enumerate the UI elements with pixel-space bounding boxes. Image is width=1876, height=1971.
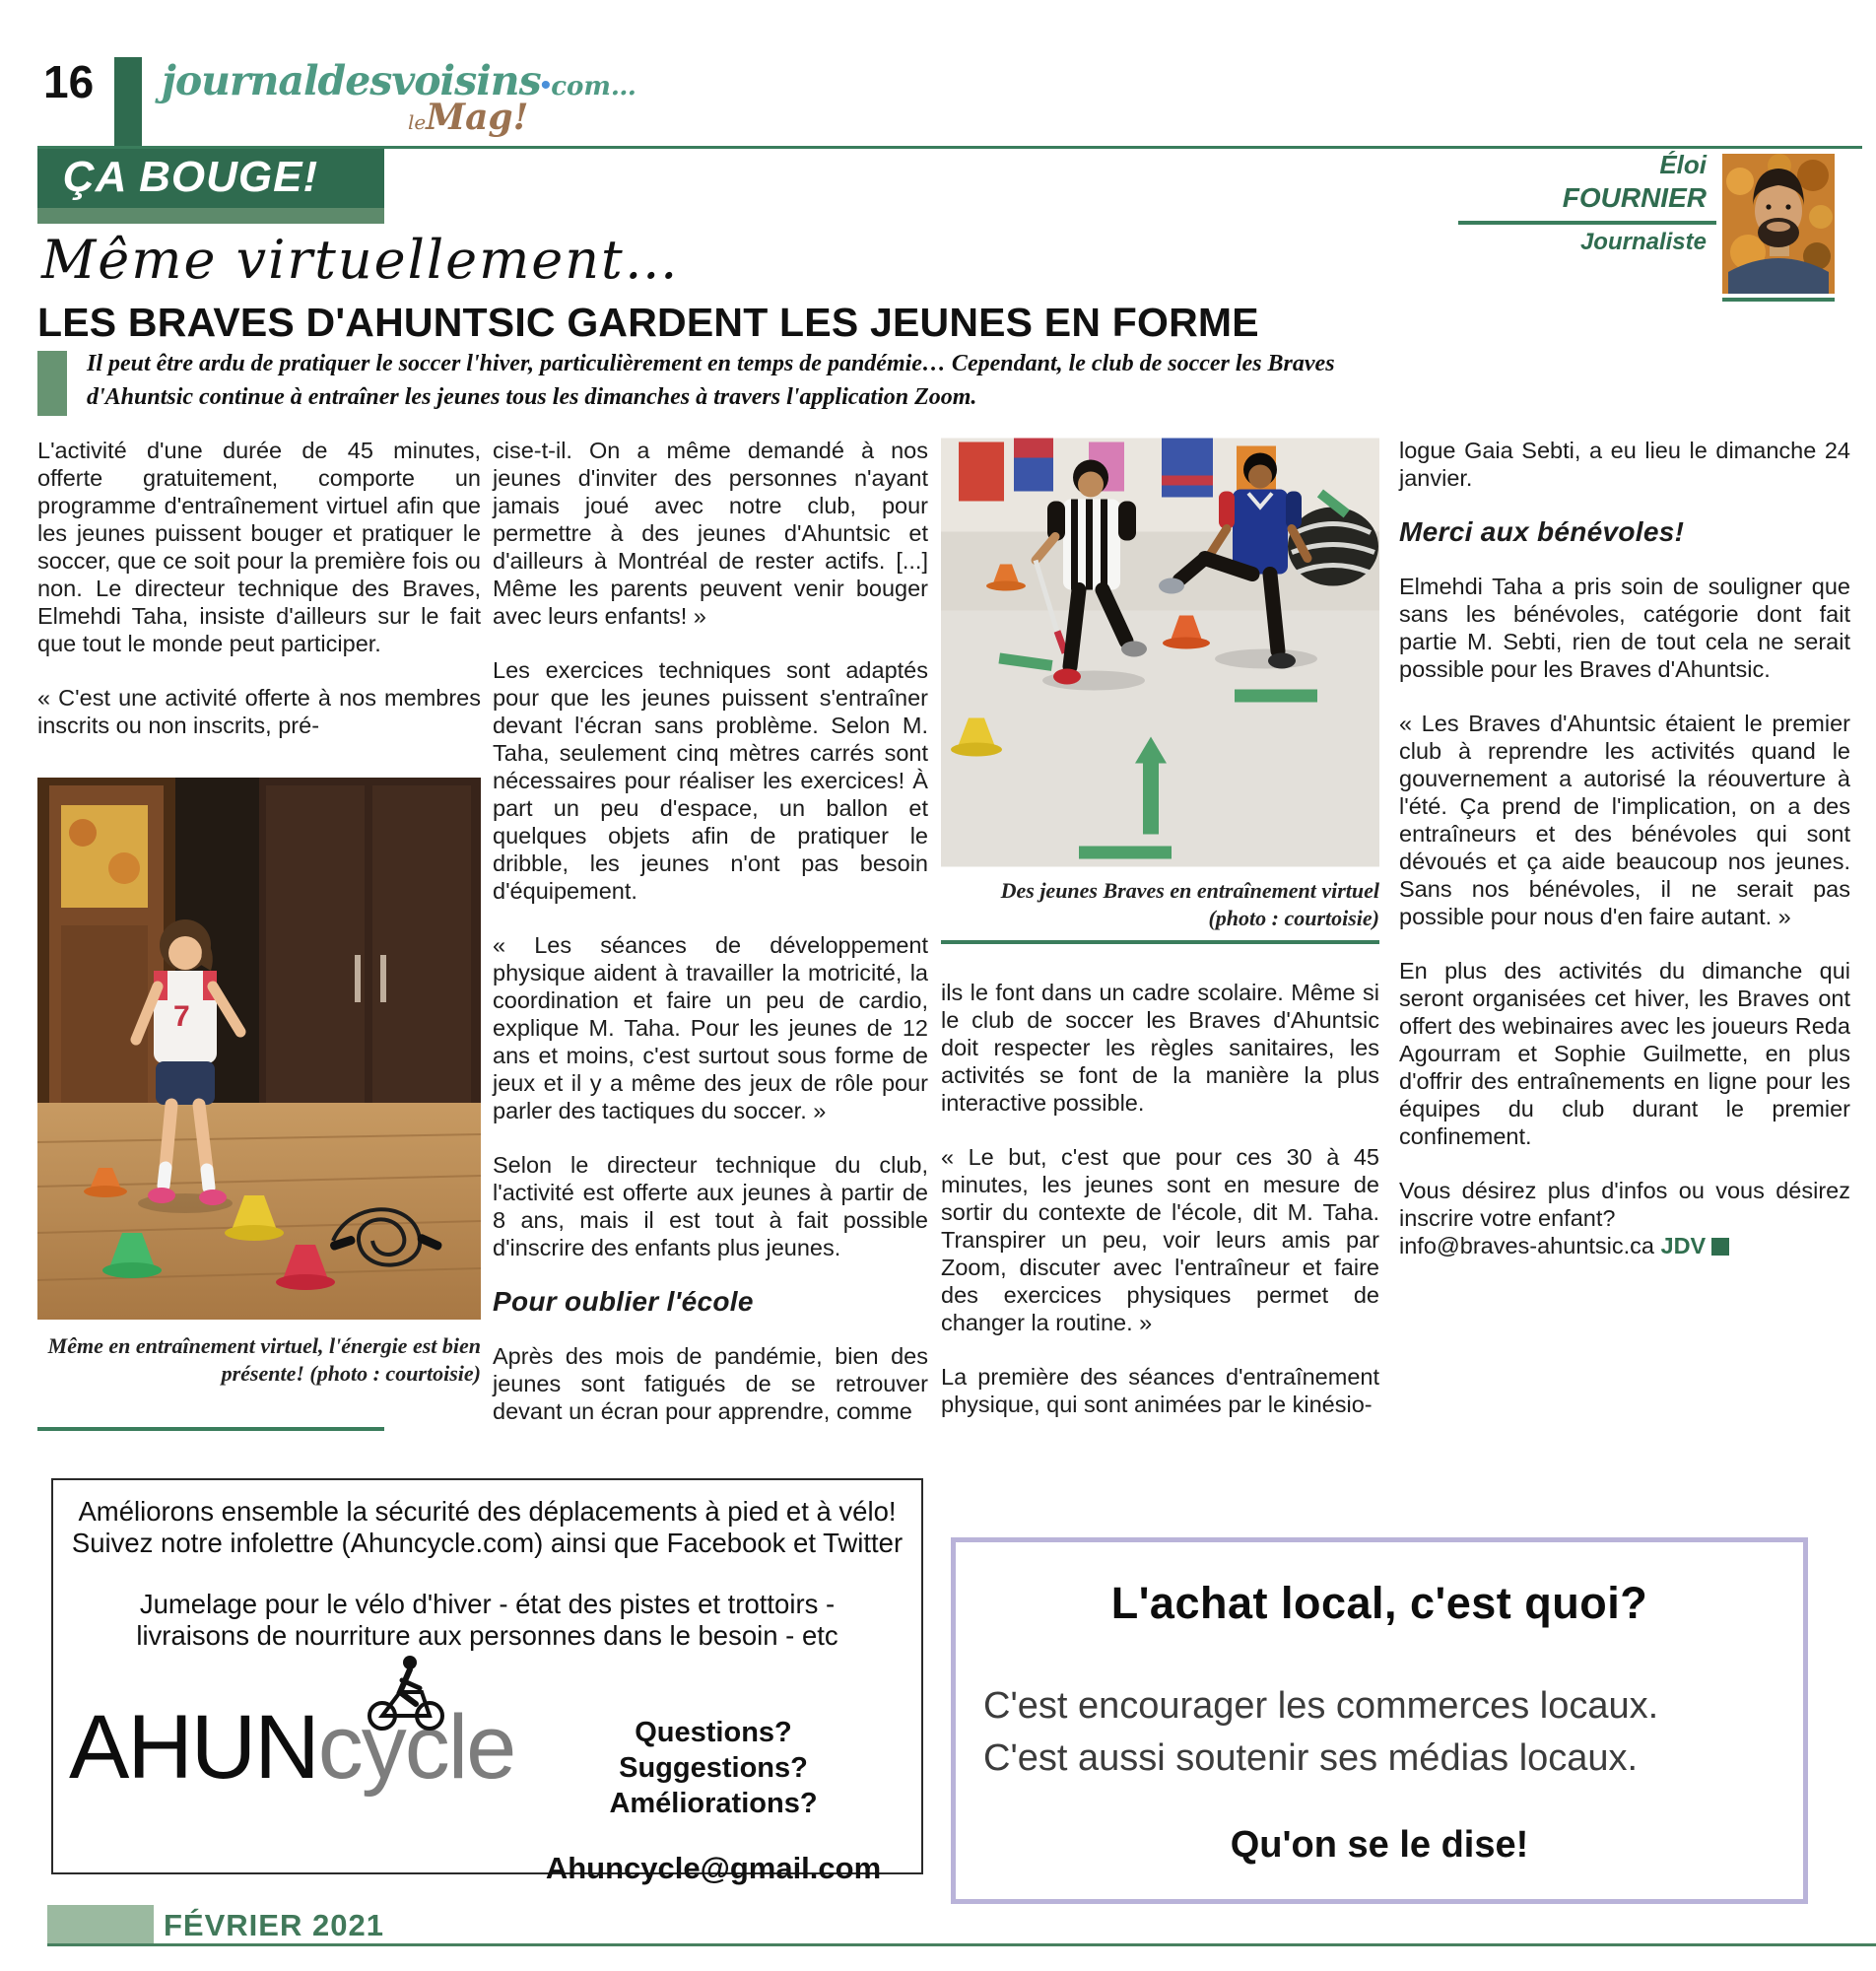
subhead-pour-oublier-ecole: Pour oublier l'école — [493, 1286, 754, 1317]
jdv-end-tag: JDV — [1660, 1233, 1707, 1258]
contact-question: Vous désirez plus d'infos ou vous désirez inscrire votre enfant? — [1399, 1178, 1850, 1231]
footer-rule — [47, 1943, 1876, 1946]
ad-ahuncycle-line3: Jumelage pour le vélo d'hiver - état des pistes et trottoirs - — [139, 1589, 836, 1619]
braves-email-link[interactable]: info@braves-ahuntsic.ca — [1399, 1233, 1654, 1258]
page-number: 16 — [43, 56, 95, 107]
ahuncycle-questions-line1: Questions? Suggestions? — [619, 1717, 808, 1784]
kicker: Même virtuellement… — [41, 229, 680, 291]
ahuncycle-email-link[interactable]: Ahuncycle@gmail.com — [545, 1851, 882, 1885]
section-banner: ÇA BOUGE! — [37, 149, 384, 208]
paragraph: La première des séances d'entraînement physique, qui sont animées par le kinésio- — [941, 1364, 1379, 1417]
paragraph: logue Gaia Sebti, a eu lieu le dimanche 24 janvier. — [1399, 438, 1850, 491]
ahuncycle-contact — [541, 1715, 886, 1886]
article-column-4 — [1399, 437, 1850, 1286]
paragraph-contact — [1399, 1177, 1850, 1259]
ad-achat-body-line2: C'est aussi soutenir ses médias locaux. — [983, 1737, 1639, 1779]
author-divider-rule — [1458, 221, 1716, 225]
jdv-end-square-icon — [1711, 1238, 1729, 1256]
logo-le: le — [408, 110, 427, 134]
logo-journaldesvoisins: journaldesvoisins — [162, 57, 541, 104]
paragraph: « Le but, c'est que pour ces 30 à 45 minutes, les jeunes sont en mesure de sortir du contexte de l'école, dit M. Taha. Transpirer un peu, voir leurs amis par Zoom, discuter avec l'entraîneur et faire des exercices physiques permet de changer la routine. » — [941, 1144, 1379, 1335]
ahuncycle-questions-line2: Améliorations? — [609, 1788, 818, 1819]
caption2-rule — [941, 940, 1379, 944]
masthead-logo — [162, 57, 674, 138]
page-number-accent-block — [114, 57, 142, 146]
caption1-rule — [37, 1427, 384, 1431]
photo2-caption-line2: (photo : courtoisie) — [1208, 906, 1379, 930]
author-name — [1409, 150, 1707, 214]
ad-achat-local — [951, 1537, 1808, 1904]
logo-mag: Mag! — [426, 97, 529, 138]
portrait-underline-rule — [1722, 298, 1835, 302]
ad-achat-body — [983, 1680, 1803, 1785]
photo-girl-virtual-training — [37, 777, 481, 1321]
cyclist-icon — [365, 1655, 449, 1736]
ad-achat-title: L'achat local, c'est quoi? — [1110, 1578, 1648, 1628]
author-portrait-photo — [1722, 154, 1835, 294]
article-column-3 — [941, 979, 1379, 1445]
ahuncycle-logo-ahun: AHUN — [69, 1697, 318, 1798]
subhead-merci-aux-benevoles: Merci aux bénévoles! — [1399, 516, 1685, 547]
ahuncycle-logo — [69, 1697, 601, 1798]
photo2-caption — [941, 877, 1379, 932]
ad-achat-closing: Qu'on se le dise! — [1230, 1824, 1529, 1866]
ad-ahuncycle-line2: Suivez notre infolettre (Ahuncycle.com) ainsi que Facebook et Twitter — [71, 1528, 904, 1558]
author-first-name: Éloi — [1659, 150, 1707, 179]
ahuncycle-logo-cycle: cycle — [317, 1697, 515, 1798]
logo-dot-icon: • — [540, 69, 552, 102]
photo1-caption: Même en entraînement virtuel, l'énergie est bien présente! (photo : courtoisie) — [47, 1333, 481, 1386]
ad-ahuncycle — [51, 1478, 923, 1885]
paragraph: En plus des activités du dimanche qui seront organisées cet hiver, les Braves ont offert des webinaires avec les joueurs Reda Agourram et Sophie Guilmette, en plus d'offrir des entraînements en ligne pour les équipes du club durant le premier confinement. — [1399, 958, 1850, 1149]
section-banner-strip — [37, 208, 384, 224]
logo-com: com… — [551, 72, 636, 102]
paragraph: « C'est une activité offerte à nos membres inscrits ou non inscrits, pré- — [37, 685, 481, 738]
paragraph: « Les Braves d'Ahuntsic étaient le premier club à reprendre les activités quand le gouvernement a autorisé la réouverture à l'été. Ça prend de l'implication, on a des entraîneurs et des bénévoles qui sont dévoués et ça aide beaucoup nos jeunes. Sans nos bénévoles, il ne serait pas possible pour nous d'en faire autant. » — [1399, 711, 1850, 929]
paragraph: Selon le directeur technique du club, l'activité est offerte aux jeunes à partir de 8 ans, mais il est tout à fait possible d'inscrire des enfants plus jeunes. — [493, 1152, 928, 1260]
article-column-1 — [37, 437, 481, 766]
paragraph: Elmehdi Taha a pris soin de souligner que sans les bénévoles, catégorie dont fait partie M. Sebti, rien de tout cela ne serait possible pour les Braves d'Ahuntsic. — [1399, 574, 1850, 682]
author-last-name: FOURNIER — [1562, 182, 1707, 213]
paragraph: ils le font dans un cadre scolaire. Même si le club de soccer les Braves d'Ahuntsic doit respecter les règles sanitaires, les activités se font de la manière la plus interactive possible. — [941, 980, 1379, 1116]
photo-kids-virtual-training — [941, 437, 1379, 868]
footer-issue-date: FÉVRIER 2021 — [164, 1908, 384, 1942]
ad-ahuncycle-line4: livraisons de nourriture aux personnes dans le besoin - etc — [136, 1620, 838, 1651]
ad-ahuncycle-line1: Améliorons ensemble la sécurité des déplacements à pied et à vélo! — [78, 1496, 897, 1527]
paragraph: Les exercices techniques sont adaptés pour que les jeunes puissent s'entraîner devant l'écran sans problème. Selon M. Taha, seulement cinq mètres carrés sont nécessaires pour réaliser les exercices! À part un peu d'espace, un ballon et quelques objets afin de pratiquer le dribble, les jeunes n'ont pas besoin d'équipement. — [493, 657, 928, 904]
author-role: Journaliste — [1579, 229, 1707, 255]
article-column-2 — [493, 437, 928, 1452]
headline: LES BRAVES D'AHUNTSIC GARDENT LES JEUNES EN FORME — [37, 300, 1259, 345]
footer-accent-block — [47, 1905, 154, 1946]
svg-text:7: 7 — [173, 1000, 190, 1033]
paragraph: cise-t-il. On a même demandé à nos jeunes d'inviter des personnes n'ayant jamais joué avec notre club, pour permettre à des jeunes d'Ahuntsic et d'ailleurs à Montréal de rester actifs. [...] Même les parents peuvent venir bouger avec leurs enfants! » — [493, 438, 928, 629]
lede: Il peut être ardu de pratiquer le soccer l'hiver, particulièrement en temps de pandémie… Cependant, le club de soccer les Braves d'Ahuntsic continue à entraîner les jeunes tous les dimanches à travers l'application Zoom. — [87, 351, 1335, 410]
paragraph: « Les séances de développement physique aident à travailler la motricité, la coordination et faire un peu de cardio, explique M. Taha. Pour les jeunes de 12 ans et moins, c'est surtout sous forme de jeux et il y a même des jeux de rôle pour parler des tactiques du soccer. » — [493, 932, 928, 1123]
ad-achat-body-line1: C'est encourager les commerces locaux. — [983, 1685, 1659, 1727]
paragraph: Après des mois de pandémie, bien des jeunes sont fatigués de se retrouver devant un écran pour apprendre, comme — [493, 1343, 928, 1424]
lede-bullet-block — [37, 351, 67, 416]
photo2-caption-line1: Des jeunes Braves en entraînement virtuel — [1000, 878, 1379, 903]
paragraph: L'activité d'une durée de 45 minutes, offerte gratuitement, comporte un programme d'entraînement virtuel afin que les jeunes puissent bouger et pratiquer le soccer, que ce soit pour la première fois ou non. Le directeur technique des Braves, Elmehdi Taha, insiste d'ailleurs sur le fait que tout le monde peut participer. — [37, 438, 481, 656]
